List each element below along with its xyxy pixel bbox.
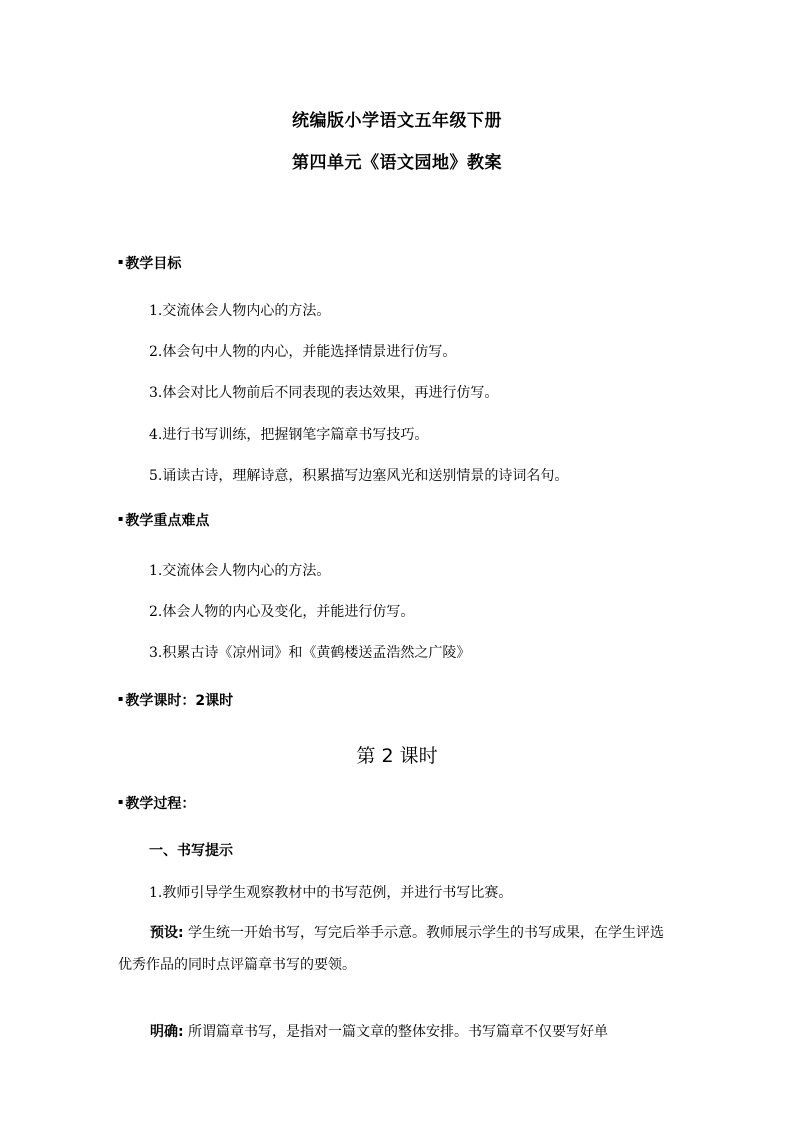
preset-paragraph: [118, 917, 678, 981]
writing-tips-heading: 一、书写提示: [149, 843, 233, 859]
key-points-heading: [118, 510, 209, 530]
document-title-line1: 统编版小学语文五年级下册: [292, 111, 502, 131]
class-hours-heading: [118, 690, 233, 710]
class-hours-heading-text: 教学课时：2课时: [125, 693, 234, 709]
bullet-icon: ▪: [118, 797, 124, 806]
objective-item: 5.诵读古诗，理解诗意，积累描写边塞风光和送别情景的诗词名句。: [149, 468, 569, 484]
process-heading-text: 教学过程：: [125, 796, 196, 812]
bullet-icon: ▪: [118, 514, 124, 523]
document-title-line2: 第四单元《语文园地》教案: [292, 153, 502, 173]
clarify-paragraph: [118, 1016, 678, 1048]
process-heading: [118, 793, 195, 813]
clarify-label: 明确:: [150, 1024, 184, 1040]
lesson-title: 第 2 课时: [356, 745, 438, 767]
objectives-heading: [118, 253, 181, 273]
objectives-heading-text: 教学目标: [125, 256, 182, 272]
key-point-item: 2.体会人物的内心及变化，并能进行仿写。: [149, 604, 415, 620]
objective-item: 4.进行书写训练，把握钢笔字篇章书写技巧。: [149, 427, 429, 443]
process-step: 1.教师引导学生观察教材中的书写范例，并进行书写比赛。: [149, 885, 513, 901]
bullet-icon: ▪: [118, 694, 124, 703]
key-point-item: 3.积累古诗《凉州词》和《黄鹤楼送孟浩然之广陵》: [149, 645, 471, 661]
bullet-icon: ▪: [118, 257, 124, 266]
key-point-item: 1.交流体会人物内心的方法。: [149, 563, 331, 579]
key-points-heading-text: 教学重点难点: [125, 513, 210, 529]
objective-item: 1.交流体会人物内心的方法。: [149, 303, 331, 319]
objective-item: 2.体会句中人物的内心，并能选择情景进行仿写。: [149, 344, 457, 360]
preset-text: 学生统一开始书写，写完后举手示意。教师展示学生的书写成果，在学生评选优秀作品的同时点评篇章书写的要领。: [118, 925, 665, 973]
objective-item: 3.体会对比人物前后不同表现的表达效果，再进行仿写。: [149, 385, 499, 401]
preset-label: 预设:: [150, 925, 184, 941]
clarify-text: 所谓篇章书写，是指对一篇文章的整体安排。书写篇章不仅要写好单: [183, 1024, 609, 1040]
